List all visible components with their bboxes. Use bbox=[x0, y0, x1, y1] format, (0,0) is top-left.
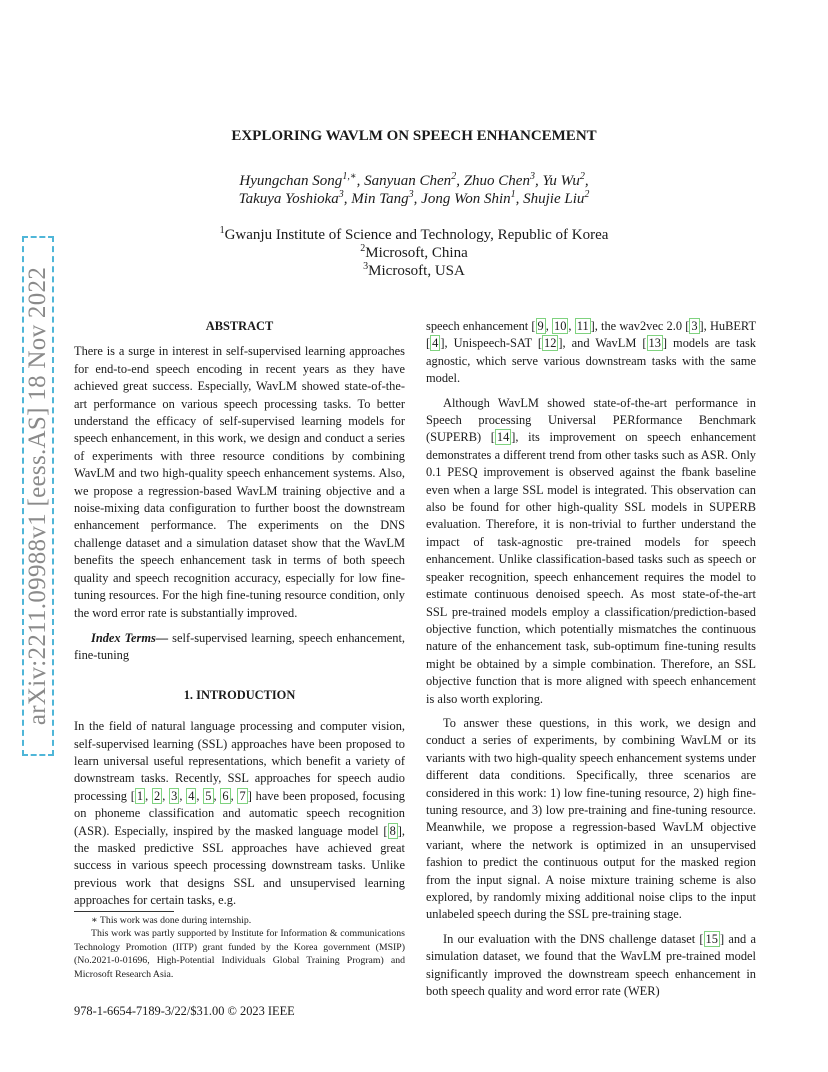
footnotes bbox=[74, 914, 405, 981]
body-text-segment: ], Unispeech-SAT [ bbox=[440, 336, 542, 351]
affiliation-item bbox=[0, 262, 828, 280]
affiliation-mark: 2 bbox=[360, 243, 366, 254]
author-affiliation-mark: 3 bbox=[338, 189, 344, 200]
footnote-divider bbox=[74, 911, 174, 912]
right-paragraph-2 bbox=[426, 395, 756, 708]
author-affiliation-mark: 1,∗ bbox=[342, 171, 357, 182]
author-list bbox=[0, 172, 828, 208]
intro-text-segment: ] have been proposed, focusing on phoneme classification and automatic speech recognition (ASR). Especially, inspired by the masked language model [ bbox=[74, 788, 405, 838]
citation-link[interactable]: 3 bbox=[691, 319, 698, 333]
author-name: Shujie Liu bbox=[523, 191, 585, 207]
footnote-internship: ∗ This work was done during internship. bbox=[91, 915, 252, 926]
citation-link[interactable]: 8 bbox=[389, 823, 396, 838]
author-name: Min Tang bbox=[351, 191, 409, 207]
citation-link[interactable]: 14 bbox=[496, 430, 510, 445]
affiliation-item bbox=[0, 244, 828, 262]
right-paragraph-3: To answer these questions, in this work, we design and conduct a series of experiments, by combining WavLM or its variants with two high-quality speech enhancement systems under different data conditions. Specifically, three scenarios are considered in this work: 1) low fine-tuning resource, 2) high fine-tuning resource, and 3) low pre-training and fine-tuning resource. Meanwhile, we propose a regression-based WavLM objective variant, where the network is optimized in an unsupervised fashion to predict the continuous output for the masked region from the input signal. A noise mixture training scheme is also explored, by randomly mixing additional noise clips to the input unlabeled speech during the SSL pre-training stage. bbox=[426, 715, 756, 922]
citation-link[interactable]: 4 bbox=[432, 336, 439, 351]
index-terms-label: Index Terms— bbox=[91, 630, 169, 645]
affiliation-mark: 1 bbox=[219, 225, 225, 236]
citation-link[interactable]: 11 bbox=[576, 319, 589, 333]
introduction-heading: 1. INTRODUCTION bbox=[183, 687, 296, 702]
citation-link[interactable]: 2 bbox=[154, 788, 161, 803]
body-text-segment: speech enhancement [ bbox=[426, 319, 536, 333]
affiliation-text: Gwanju Institute of Science and Technology, Republic of Korea bbox=[224, 227, 609, 243]
author-affiliation-mark: 2 bbox=[579, 171, 585, 182]
author-line-1: Hyungchan Song$^{1,∗}$, Sanyuan Chen$^2$, Zhuo Chen$^3$, Yu Wu$^2$, bbox=[239, 171, 589, 189]
author-name: Sanyuan Chen bbox=[364, 173, 452, 189]
author-name: Hyungchan Song bbox=[239, 173, 343, 189]
index-terms bbox=[74, 630, 405, 665]
footnote-funding: This work was partly supported by Institute for Information & communications Technology Promotion (IITP) grant funded by the Korea government (MSIP) (No.2021-0-01696, High-Potential Individuals Global Training Program) and Microsoft Research Asia. bbox=[74, 928, 405, 980]
citation-link[interactable]: 9 bbox=[537, 319, 544, 333]
affiliation-list bbox=[0, 226, 828, 280]
author-affiliation-mark: 1 bbox=[510, 189, 516, 200]
citation-link[interactable]: 6 bbox=[222, 788, 229, 803]
citation-link[interactable]: 3 bbox=[171, 788, 178, 803]
author-name: Zhuo Chen bbox=[463, 173, 530, 189]
index-terms-text: self-supervised learning, speech enhancement, fine-tuning bbox=[74, 630, 406, 663]
body-text-segment: ], its improvement on speech enhancement demonstrates a different trend from other tasks such as ASR. Only 0.1 PESQ improvement is observed against the fbank baseline even when a large SSL model is integrated. This observation can also be found for other high-quality SSL models in SUPERB evaluation. Therefore, it is non-trivial to further understand the impact of task-agnostic pre-trained models for speech enhancement. Unlike classification-based tasks such as speech or speaker recognition, speech enhancement requires the model to estimate continuous denoised speech. As most state-of-the-art SSL pre-trained models employ a classification/prediction-based objective function, which potentially mismatches the continuous nature of the enhancement task, sub-optimum fine-tuning results might be obtained by a simple combination. Therefore, an SSL objective function that is more aligned with speech enhancement is also worth exploring. bbox=[426, 430, 756, 706]
left-column bbox=[74, 318, 405, 910]
affiliation-mark: 3 bbox=[363, 261, 369, 272]
author-affiliation-mark: 3 bbox=[408, 189, 414, 200]
body-text-segment: ], HuBERT [ bbox=[426, 319, 757, 351]
right-paragraph-4 bbox=[426, 931, 756, 1001]
citation-link[interactable]: 7 bbox=[239, 788, 246, 803]
author-affiliation-mark: 2 bbox=[451, 171, 457, 182]
affiliation-text: Microsoft, China bbox=[365, 245, 468, 261]
author-name: Yu Wu bbox=[542, 173, 580, 189]
affiliation-item bbox=[0, 226, 828, 244]
author-name: Jong Won Shin bbox=[421, 191, 511, 207]
intro-paragraph: In the field of natural language processing and computer vision, self-supervised learning (SSL) approaches have been proposed to learn universal useful representations, which benefit a variety of downstream tasks. Recently, SSL approaches for speech audio processing [ 1 , 2 , 3 , 4 , 5 , 6 , 7 ] have been proposed, focusing on phoneme classification and automatic speech recognition (ASR). Especially, inspired by the masked language model [ 8 ], the masked predictive SSL approaches have achieved great success in various speech processing downstream tasks. Unlike previous work that designs SSL and unsupervised learning approaches for certain tasks, e.g. bbox=[74, 719, 405, 908]
body-text-segment: ] and a simulation dataset, we found that the WavLM pre-trained model significantly improved the downstream speech enhancement in both speech quality and word error rate (WER) bbox=[426, 931, 756, 999]
body-text-segment: In our evaluation with the DNS challenge dataset [ bbox=[443, 931, 704, 946]
right-column bbox=[426, 318, 756, 1000]
author-name: Takuya Yoshioka bbox=[238, 191, 339, 207]
citation-link[interactable]: 12 bbox=[544, 336, 557, 351]
citation-link[interactable]: 4 bbox=[188, 788, 195, 803]
author-affiliation-mark: 2 bbox=[584, 189, 590, 200]
body-text-segment: ] models are task agnostic, which serve various downstream tasks with the same model. bbox=[426, 336, 756, 386]
body-text-segment: Although WavLM showed state-of-the-art performance in Speech processing Universal PERformance Benchmark (SUPERB) [ bbox=[426, 395, 756, 445]
citation-link[interactable]: 15 bbox=[705, 931, 718, 946]
citation-link[interactable]: 13 bbox=[648, 336, 661, 351]
citation-link[interactable]: 1 bbox=[136, 788, 144, 803]
intro-text-segment: ], the masked predictive SSL approaches have achieved great success in various speech processing downstream tasks. Unlike previous work that designs SSL and unsupervised learning approaches for certain tasks, e.g. bbox=[74, 823, 405, 908]
intro-text-segment: In the field of natural language processing and computer vision, self-supervised learning (SSL) approaches have been proposed to learn universal useful representations, which benefit a variety of downstream tasks. Recently, SSL approaches for speech audio processing [ bbox=[74, 719, 405, 803]
author-affiliation-mark: 3 bbox=[529, 171, 535, 182]
affiliation-text: Microsoft, USA bbox=[368, 263, 465, 279]
author-line-2: Takuya Yoshioka$^3$, Min Tang$^3$, Jong Won Shin$^1$, Shujie Liu$^2$ bbox=[238, 189, 590, 207]
citation-link[interactable]: 10 bbox=[554, 319, 567, 333]
arxiv-identifier[interactable]: arXiv:2211.09988v1 [eess.AS] 18 Nov 2022 bbox=[24, 266, 51, 726]
abstract-heading: ABSTRACT bbox=[205, 319, 274, 333]
right-paragraph-1: speech enhancement [ 9 , 10 , 11 ], the wav2vec 2.0 [ 3 ], HuBERT [ 4 ], Unispeech-SAT [ 12 ], and WavLM [ 13 ] models are task agnostic, which serve various downstream tasks with the same model. bbox=[426, 319, 757, 386]
copyright-notice: 978-1-6654-7189-3/22/$31.00 © 2023 IEEE bbox=[74, 1004, 295, 1018]
body-text-segment: ], and WavLM [ bbox=[558, 336, 647, 351]
citation-link[interactable]: 5 bbox=[205, 788, 212, 803]
abstract-text: There is a surge in interest in self-supervised learning approaches for end-to-end speech encoding in recent years as they have achieved great success. Especially, WavLM showed state-of-the-art performance on various speech processing tasks. To better understand the efficacy of self-supervised learning models for speech enhancement, in this work, we design and conduct a series of experiments with three resource conditions by combining WavLM and two high-quality speech enhancement systems. Also, we propose a regression-based WavLM training objective and a noise-mixing data configuration to further boost the downstream enhancement performance. The experiments on the DNS challenge dataset and a simulation dataset show that the WavLM benefits the speech enhancement task in terms of both speech quality and speech recognition accuracy, especially for low fine-tuning resources. For the high fine-tuning resource condition, only the word error rate is substantially improved. bbox=[74, 344, 405, 620]
paper-title: EXPLORING WAVLM ON SPEECH ENHANCEMENT bbox=[231, 128, 597, 144]
body-text-segment: ], the wav2vec 2.0 [ bbox=[590, 319, 690, 333]
